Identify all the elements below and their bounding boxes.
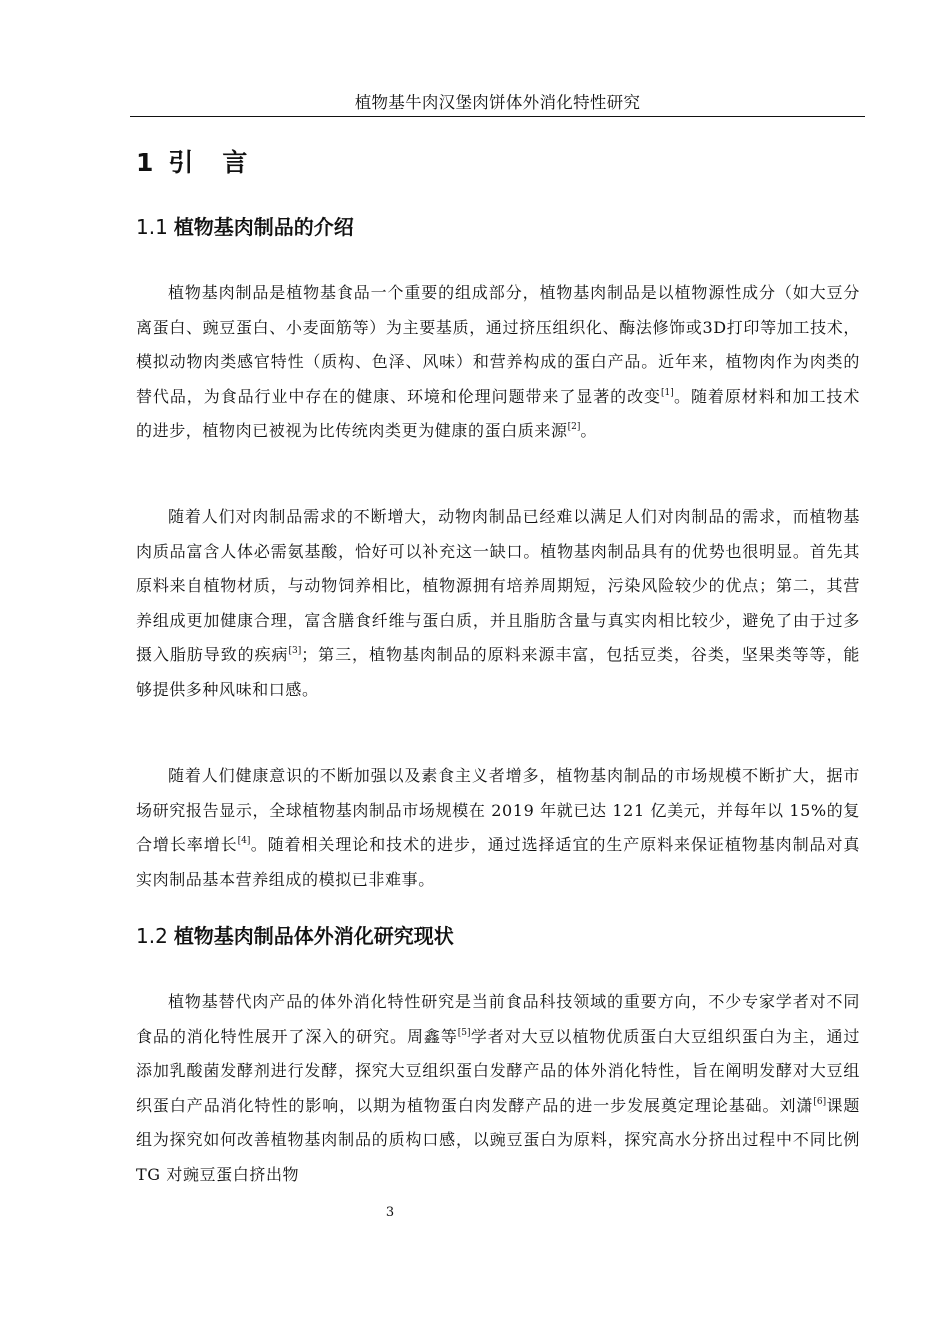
chapter-title-char-2: 言 [222, 148, 249, 177]
paragraph-text: 植物基肉制品是植物基食品一个重要的组成部分，植物基肉制品是以植物源性成分（如大豆分离蛋白、豌豆蛋白、小麦面筋等）为主要基质，通过挤压组织化、酶法修饰或3D打印等加工技术，模拟动物肉类感官特性（质构、色泽、风味）和营养构成的蛋白产品。近年来，植物肉作为肉类的替代品，为食品行业中存在的健康、环境和伦理问题带来了显著的改变 [136, 283, 860, 406]
page-number: 3 [385, 1205, 395, 1220]
section-heading-1-1 [136, 213, 354, 241]
citation: [5] [457, 1027, 471, 1038]
paragraph-text: 植物基替代肉产品的体外消化特性研究是当前食品科技领域的重要方向，不少专家学者对不同食品的消化特性展开了深入的研究。周鑫等 [136, 992, 860, 1046]
paragraph-text: 。随着相关理论和技术的进步，通过选择适宜的生产原料来保证植物基肉制品对真实肉制品基本营养组成的模拟已非难事。 [136, 835, 860, 889]
paragraph-text: 。 [580, 421, 597, 440]
section-title: 植物基肉制品体外消化研究现状 [173, 924, 454, 948]
paragraph-1-1-1 [136, 276, 860, 449]
paragraph-text: 学者对大豆以植物优质蛋白大豆组织蛋白为主，通过添加乳酸菌发酵剂进行发酵，探究大豆组织蛋白发酵产品的体外消化特性，旨在阐明发酵对大豆组织蛋白产品消化特性的影响，以期为植物蛋白肉发酵产品的进一步发展奠定理论基础。刘潇 [136, 1026, 860, 1115]
paragraph-text: 。随着原材料和加工技术的进步，植物肉已被视为比传统肉类更为健康的蛋白质来源 [136, 386, 860, 440]
section-title: 植物基肉制品的介绍 [173, 215, 354, 239]
section-heading-1-2 [136, 922, 454, 950]
section-number: 1.1 [136, 215, 168, 239]
citation: [3] [288, 646, 302, 656]
header-rule [130, 116, 865, 117]
paragraph-text: 随着人们对肉制品需求的不断增大，动物肉制品已经难以满足人们对肉制品的需求，而植物基肉质品富含人体必需氨基酸，恰好可以补充这一缺口。植物基肉制品具有的优势也很明显。首先其原料来自植物材质，与动物饲养相比，植物源拥有培养周期短，污染风险较少的优点；第二，其营养组成更加健康合理，富含膳食纤维与蛋白质，并且脂肪含量与真实肉相比较少，避免了由于过多摄入脂肪导致的疾病 [136, 507, 860, 664]
paragraph-text: 随着人们健康意识的不断加强以及素食主义者增多，植物基肉制品的市场规模不断扩大，据市场研究报告显示，全球植物基肉制品市场规模在 2019 年就已达 121 亿美元，并每年以 15%的复合增长率增长 [136, 766, 860, 854]
section-number: 1.2 [136, 924, 168, 948]
chapter-title-char-1: 引 [168, 148, 195, 177]
paragraph-1-1-2 [136, 500, 860, 707]
chapter-title [136, 146, 248, 180]
citation: [1] [660, 387, 674, 398]
paragraph-text: ；第三，植物基肉制品的原料来源丰富，包括豆类，谷类，坚果类等等，能够提供多种风味和口感。 [136, 645, 860, 699]
citation: [4] [237, 836, 251, 846]
citation: [6] [813, 1096, 827, 1107]
paragraph-1-2-1 [136, 985, 860, 1192]
paragraph-text: 课题组为探究如何改善植物基肉制品的质构口感，以豌豆蛋白为原料，探究高水分挤出过程中不同比例 TG 对豌豆蛋白挤出物 [136, 1095, 860, 1184]
running-header: 植物基牛肉汉堡肉饼体外消化特性研究 [354, 93, 641, 112]
paragraph-1-1-3 [136, 759, 860, 897]
citation: [2] [567, 422, 581, 432]
chapter-number: 1 [136, 148, 155, 177]
